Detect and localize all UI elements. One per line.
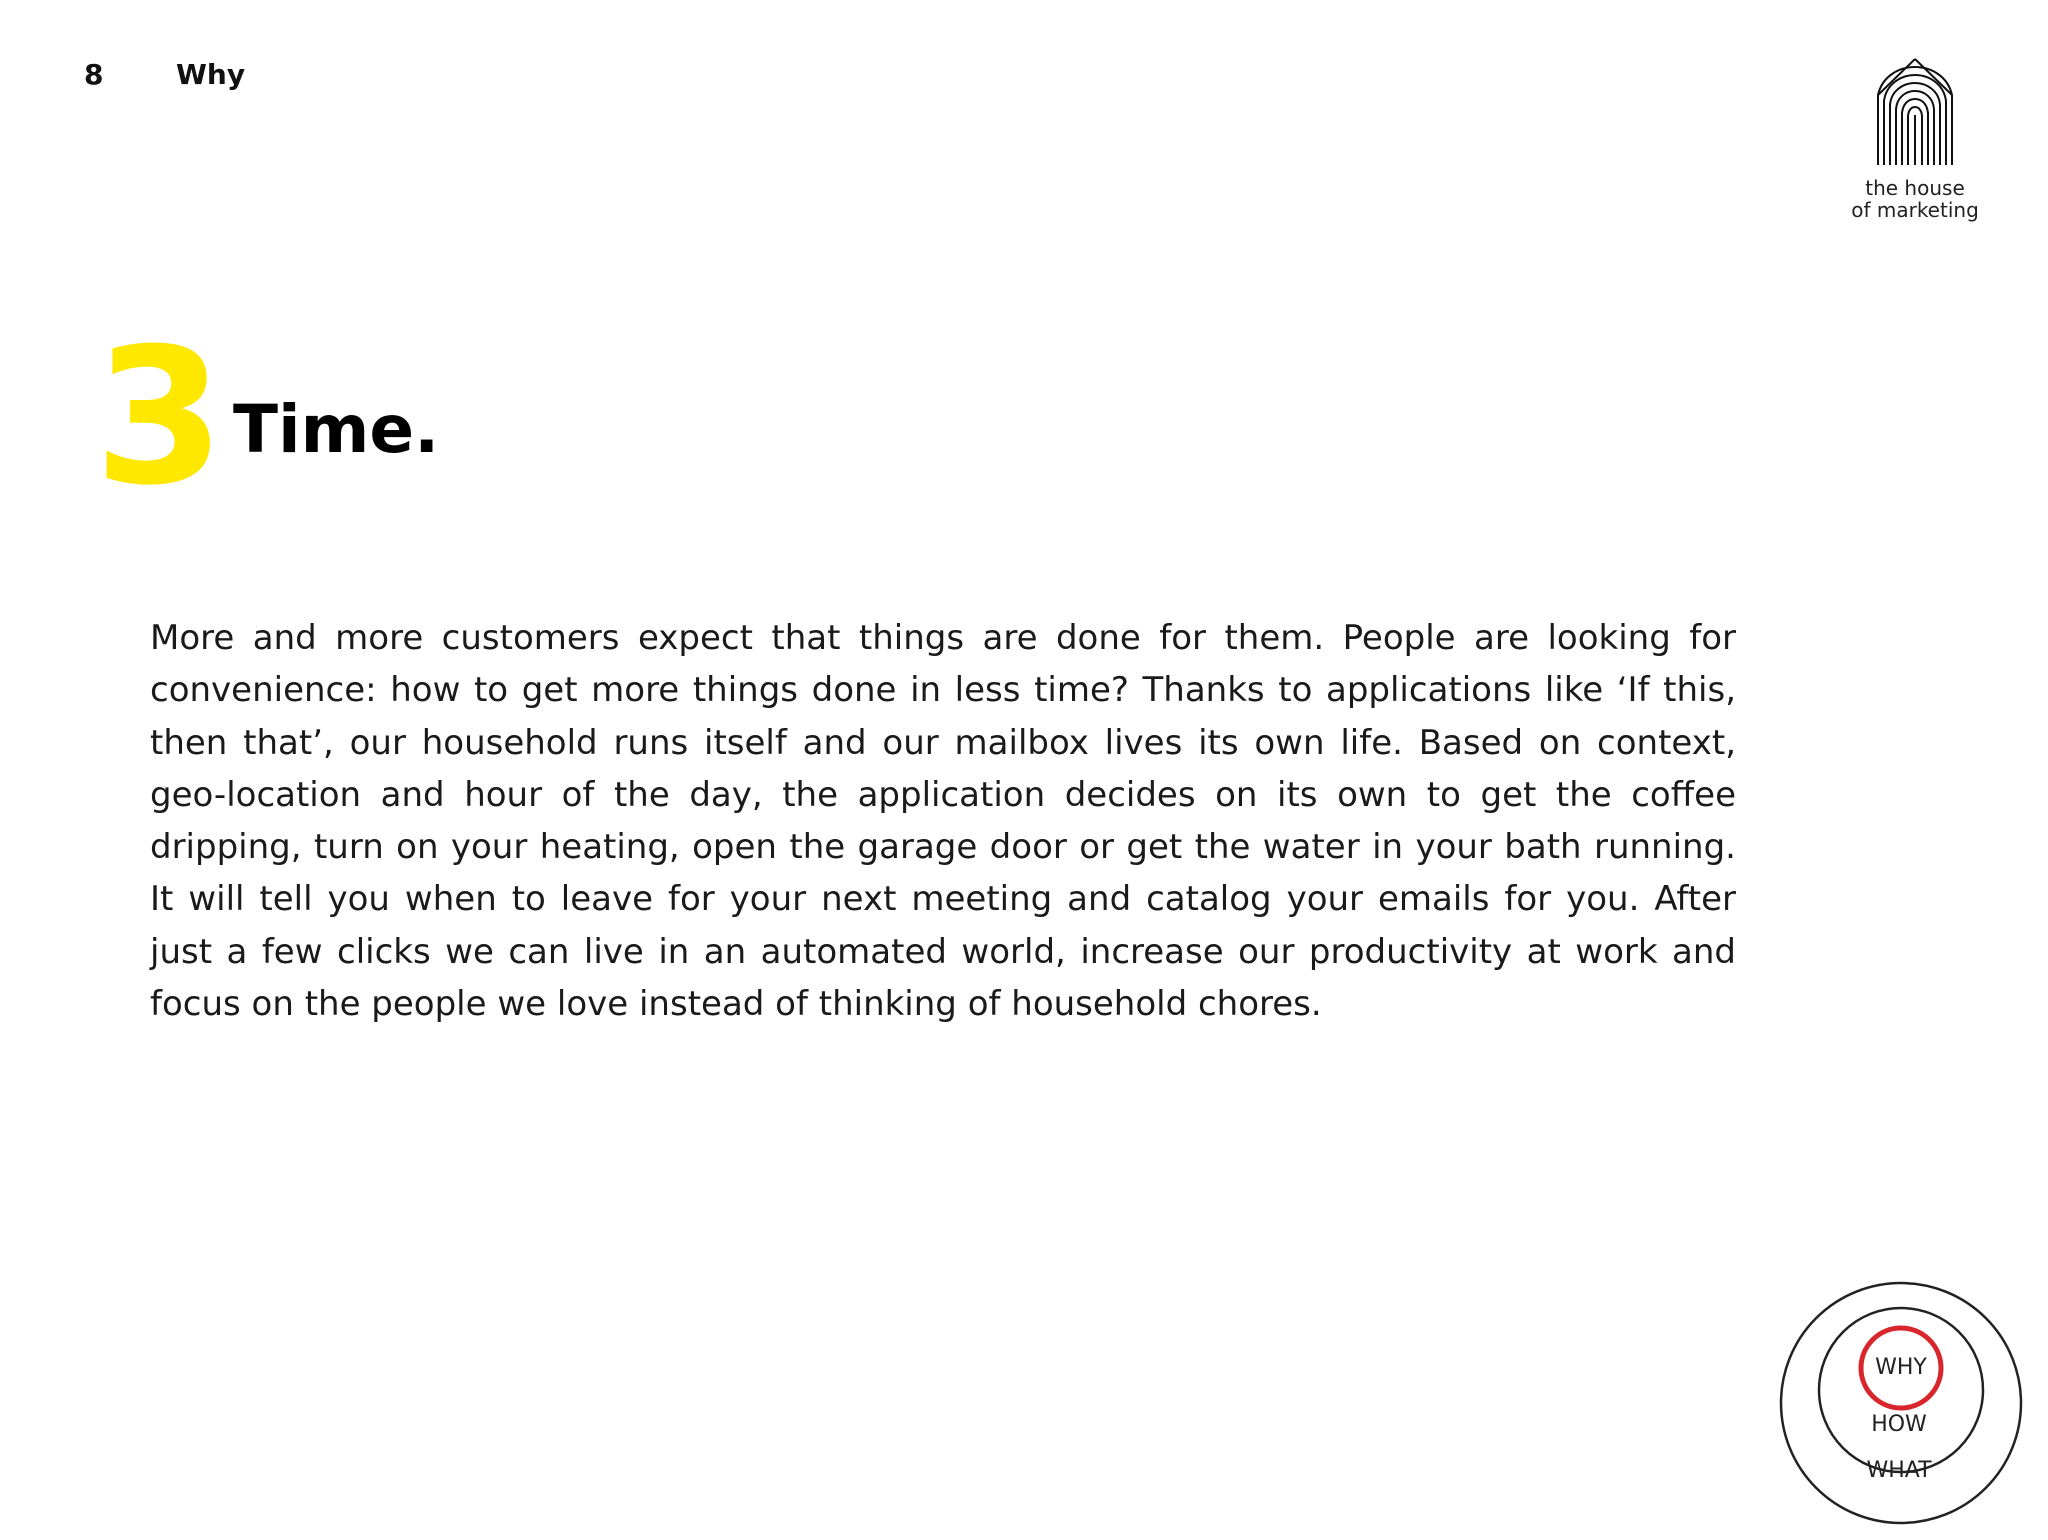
page-number: 8 <box>84 58 104 91</box>
brand-name-line2: of marketing <box>1851 198 1979 222</box>
section-name: Why <box>176 58 246 91</box>
golden-circle-rings <box>1776 1270 2026 1536</box>
section-number: 3 <box>94 308 225 527</box>
golden-circle-how: HOW <box>1871 1412 1927 1437</box>
section-title: Time. <box>233 391 440 468</box>
fingerprint-house-icon <box>1868 55 1962 173</box>
brand-logo <box>1840 55 1990 230</box>
golden-circle-diagram <box>1776 1270 2026 1536</box>
outer-ring <box>1781 1283 2021 1523</box>
brand-name-line1: the house <box>1865 176 1965 200</box>
golden-circle-why: WHY <box>1875 1355 1927 1380</box>
body-paragraph: More and more customers expect that things are done for them. People are looking for convenience: how to get more things done in less time? Thanks to applications like ‘If this, then that’, our household runs itself and our mailbox lives its own life. Based on context, geo-location and hour of the day, the application decides on its own to get the coffee dripping, turn on your heating, open the garage door or get the water in your bath running. It will tell you when to leave for your next meeting and catalog your emails for you. After just a few clicks we can live in an automated world, increase our productivity at work and focus on the people we love instead of thinking of household chores. <box>150 618 1736 1025</box>
middle-ring <box>1819 1308 1983 1472</box>
golden-circle-what: WHAT <box>1866 1458 1932 1483</box>
